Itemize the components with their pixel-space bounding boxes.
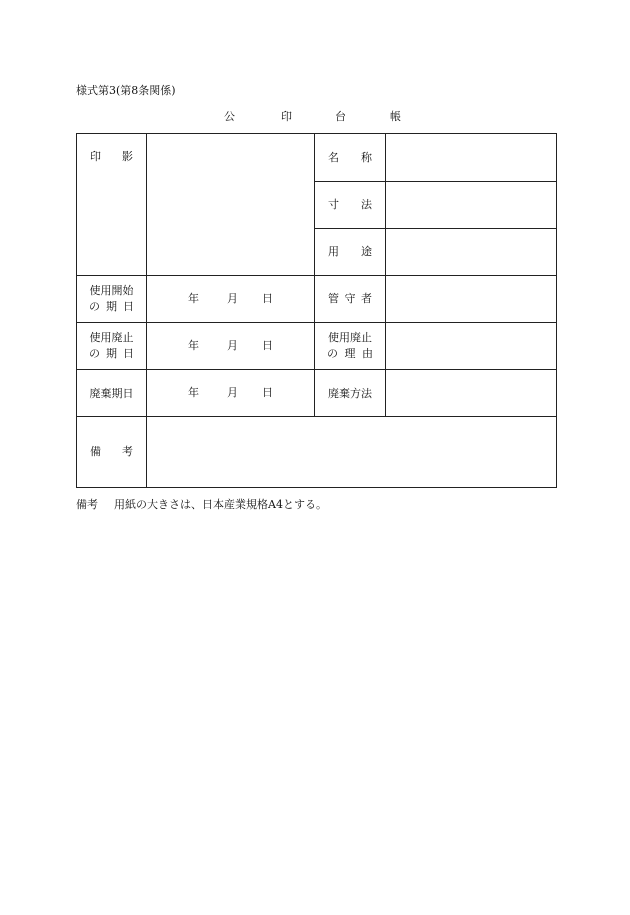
custodian-field[interactable] [386,276,557,323]
size-label-cell: 寸 法 [315,182,386,229]
title-char: 台 [335,110,346,123]
disposal-date-field[interactable]: 年 月 日 [147,370,315,417]
stop-reason-field[interactable] [386,323,557,370]
stop-date-label-cell: 使用廃止 の 期 日 [77,323,147,370]
seal-image-field[interactable] [147,134,315,276]
remarks-field[interactable] [147,417,557,488]
disposal-method-label-cell: 廃棄方法 [315,370,386,417]
seal-ledger-table [76,133,557,488]
title-char: 公 [224,110,235,123]
stop-reason-label-cell: 使用廃止 の 理 由 [315,323,386,370]
stop-date-field[interactable]: 年 月 日 [147,323,315,370]
purpose-field[interactable] [386,229,557,276]
name-label-cell: 名 称 [315,134,386,182]
document-title [0,110,630,124]
purpose-label-cell: 用 途 [315,229,386,276]
disposal-method-field[interactable] [386,370,557,417]
size-field[interactable] [386,182,557,229]
disposal-date-label-cell: 廃棄期日 [77,370,147,417]
title-char: 印 [281,110,292,123]
footnote-text: 用紙の大きさは、日本産業規格A4とする。 [114,498,327,511]
remarks-label-cell: 備 考 [77,417,147,488]
form-number: 様式第3(第8条関係) [76,84,176,97]
start-date-label-cell: 使用開始 の 期 日 [77,276,147,323]
title-char: 帳 [390,110,401,123]
seal-image-label-cell: 印 影 [77,134,147,276]
start-date-field[interactable]: 年 月 日 [147,276,315,323]
custodian-label-cell: 管 守 者 [315,276,386,323]
name-field[interactable] [386,134,557,182]
footnote [76,498,327,512]
footnote-label: 備考 [76,498,98,511]
